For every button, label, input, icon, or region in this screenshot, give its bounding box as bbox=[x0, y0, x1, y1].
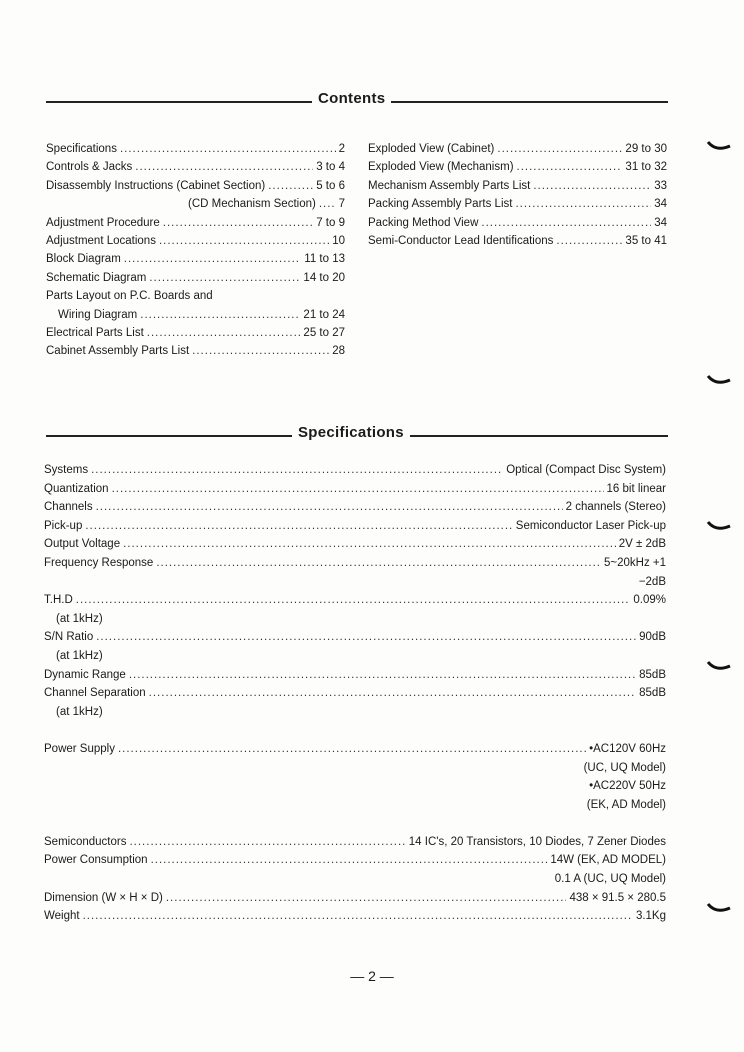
spec-row: Semiconductors ..... 14 IC's, 20 Transistors, 10 Diodes, 7 Zener Diodes bbox=[44, 836, 666, 855]
specifications-title: Specifications bbox=[292, 424, 410, 441]
page-number: — 2 — bbox=[350, 968, 394, 984]
spec-row-continued: 0.1 A (UC, UQ Model) bbox=[554, 873, 666, 886]
spacer bbox=[44, 817, 666, 836]
toc-entry: Cabinet Assembly Parts List ..... 28 bbox=[46, 345, 345, 363]
spec-row: Power Consumption ..... 14W (EK, AD MODEL) bbox=[44, 854, 666, 873]
binder-mark-icon bbox=[706, 140, 732, 152]
spec-row-continued: −2dB bbox=[638, 575, 666, 588]
toc-entry: Packing Method View ..... 34 bbox=[368, 217, 667, 235]
spec-row: Quantization ..... 16 bit linear bbox=[44, 483, 666, 502]
toc-entry: Exploded View (Mechanism) ..... 31 to 32 bbox=[368, 161, 667, 179]
spec-row: T.H.D ..... 0.09% bbox=[44, 594, 666, 613]
specifications-heading bbox=[46, 424, 668, 446]
spec-note: (at 1kHz) bbox=[56, 649, 103, 662]
toc-entry: Electrical Parts List ..... 25 to 27 bbox=[46, 327, 345, 345]
spec-row: S/N Ratio ..... 90dB bbox=[44, 631, 666, 650]
toc-entry: Parts Layout on P.C. Boards and bbox=[46, 290, 213, 303]
toc-entry: Mechanism Assembly Parts List ..... 33 bbox=[368, 180, 667, 198]
spec-row-continued: (EK, AD Model) bbox=[586, 798, 666, 811]
spec-row: Dynamic Range ..... 85dB bbox=[44, 669, 666, 688]
contents-left-column bbox=[46, 143, 345, 364]
toc-entry: Packing Assembly Parts List ..... 34 bbox=[368, 198, 667, 216]
spec-row: Power Supply ..... •AC120V 60Hz bbox=[44, 743, 666, 762]
toc-entry: Schematic Diagram ..... 14 to 20 bbox=[46, 272, 345, 290]
binder-mark-icon bbox=[706, 660, 732, 672]
specifications-list bbox=[44, 464, 666, 929]
binder-mark-icon bbox=[706, 902, 732, 914]
spec-row: Dimension (W × H × D) ..... 438 × 91.5 × 280.5 bbox=[44, 892, 666, 911]
toc-entry: Wiring Diagram ..... 21 to 24 bbox=[46, 309, 345, 327]
spec-row-continued: (UC, UQ Model) bbox=[583, 761, 666, 774]
spec-row: Frequency Response ..... 5~20kHz +1 bbox=[44, 557, 666, 576]
spec-row: Output Voltage ..... 2V ± 2dB bbox=[44, 538, 666, 557]
spec-row: Channels ..... 2 channels (Stereo) bbox=[44, 501, 666, 520]
contents-title: Contents bbox=[312, 90, 391, 107]
binder-mark-icon bbox=[706, 374, 732, 386]
spec-row: Pick-up ..... Semiconductor Laser Pick-up bbox=[44, 520, 666, 539]
toc-entry: Adjustment Procedure ..... 7 to 9 bbox=[46, 217, 345, 235]
toc-entry: Semi-Conductor Lead Identifications ..... 35 to 41 bbox=[368, 235, 667, 253]
toc-entry: Disassembly Instructions (Cabinet Section) ..... 5 to 6 bbox=[46, 180, 345, 198]
spec-note: (at 1kHz) bbox=[56, 705, 103, 718]
toc-entry: (CD Mechanism Section) ..... 7 bbox=[46, 198, 345, 216]
spec-row: Systems ..... Optical (Compact Disc System) bbox=[44, 464, 666, 483]
spec-row: Weight ..... 3.1Kg bbox=[44, 910, 666, 929]
toc-entry: Controls & Jacks ..... 3 to 4 bbox=[46, 161, 345, 179]
contents-right-column bbox=[368, 143, 667, 253]
toc-entry: Block Diagram ..... 11 to 13 bbox=[46, 253, 345, 271]
binder-mark-icon bbox=[706, 520, 732, 532]
spacer bbox=[44, 724, 666, 743]
toc-entry: Specifications ..... 2 bbox=[46, 143, 345, 161]
spec-note: (at 1kHz) bbox=[56, 612, 103, 625]
spec-row-continued: •AC220V 50Hz bbox=[589, 780, 666, 793]
toc-entry: Adjustment Locations ..... 10 bbox=[46, 235, 345, 253]
toc-entry: Exploded View (Cabinet) ..... 29 to 30 bbox=[368, 143, 667, 161]
spec-row: Channel Separation ..... 85dB bbox=[44, 687, 666, 706]
contents-heading bbox=[46, 90, 668, 112]
